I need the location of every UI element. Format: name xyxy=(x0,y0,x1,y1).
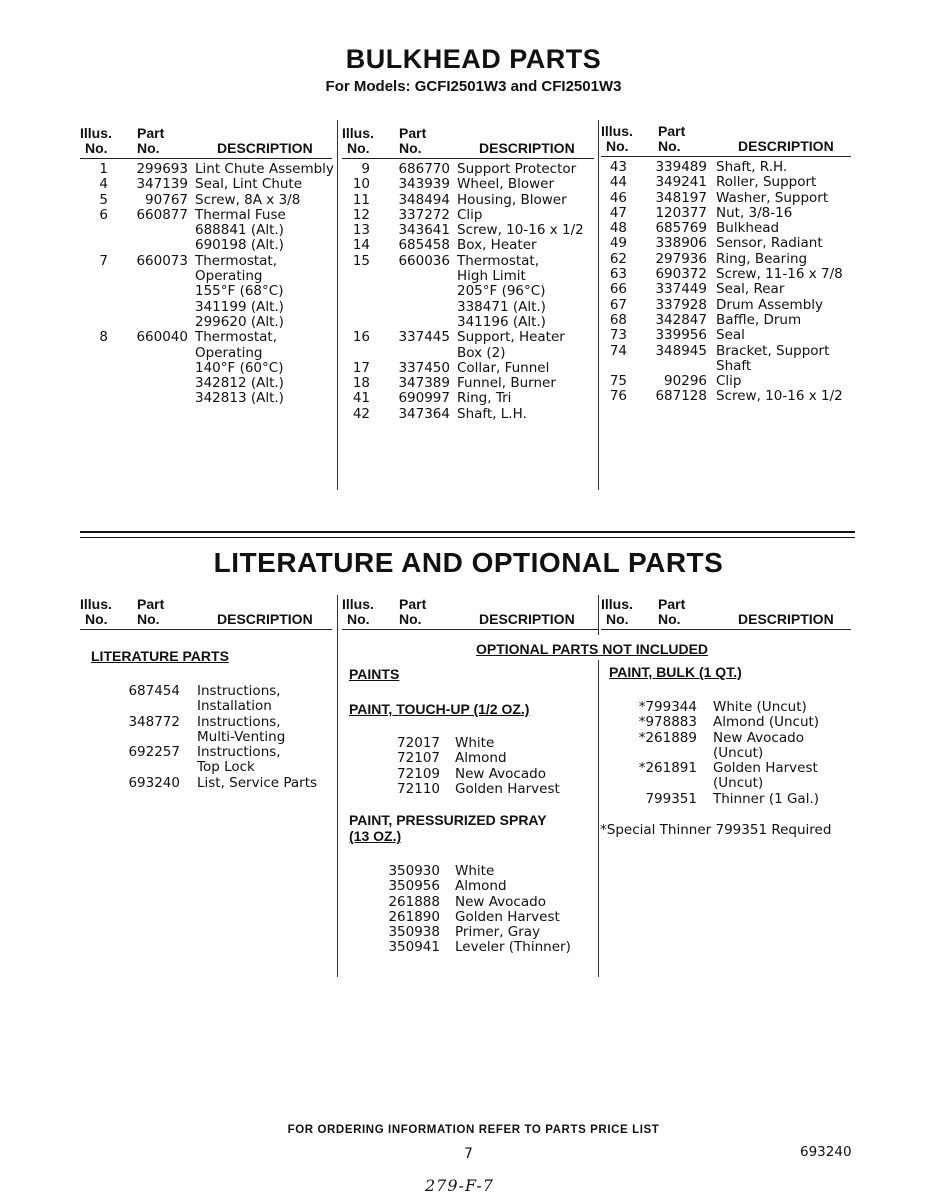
header-part: Part xyxy=(137,125,165,141)
table-row xyxy=(80,162,332,177)
header-illus-no: No. xyxy=(606,138,629,154)
part-description: White (Uncut) xyxy=(713,699,807,715)
header-illus: Illus. xyxy=(342,125,374,141)
table-row xyxy=(601,221,851,236)
list-item xyxy=(342,895,594,910)
list-item xyxy=(80,684,332,699)
list-item xyxy=(601,761,851,776)
list-item xyxy=(601,792,851,807)
header-rule xyxy=(601,156,851,157)
illus-number: 42 xyxy=(352,405,370,422)
header-part: Part xyxy=(137,596,165,612)
part-description: Housing, Blower xyxy=(457,191,567,208)
part-description: Operating xyxy=(195,344,263,361)
illus-number: 6 xyxy=(99,206,108,223)
list-item xyxy=(342,910,594,925)
header-illus: Illus. xyxy=(80,596,112,612)
table-row xyxy=(80,254,332,269)
part-number: 660073 xyxy=(136,252,188,269)
illus-number: 43 xyxy=(609,159,627,175)
part-description: Instructions, xyxy=(197,744,281,761)
part-description: 299620 (Alt.) xyxy=(195,313,284,330)
part-description: Multi-Venting xyxy=(197,728,286,745)
list-item xyxy=(342,864,594,879)
part-description: New Avocado xyxy=(455,765,546,782)
part-description: Shaft, L.H. xyxy=(457,405,527,422)
table-row xyxy=(601,389,851,404)
part-description: 140°F (60°C) xyxy=(195,359,284,376)
table-row xyxy=(80,177,332,192)
list-item xyxy=(342,782,594,797)
illus-number: 74 xyxy=(609,342,627,359)
section-title: LITERATURE AND OPTIONAL PARTS xyxy=(213,547,724,578)
table-row xyxy=(80,238,332,253)
literature-parts-heading: LITERATURE PARTS xyxy=(91,648,229,664)
part-description: Thermostat, xyxy=(195,252,278,269)
illus-number: 18 xyxy=(352,375,370,392)
part-description: Almond (Uncut) xyxy=(713,714,820,731)
part-description: Primer, Gray xyxy=(455,924,541,941)
part-description: 341199 (Alt.) xyxy=(195,298,284,315)
table-row xyxy=(342,208,594,223)
table-row xyxy=(342,300,594,315)
illus-number: 13 xyxy=(352,222,370,239)
list-item xyxy=(342,925,594,940)
part-description: 341196 (Alt.) xyxy=(457,313,546,330)
spray-heading-size: (13 OZ.) xyxy=(349,828,402,844)
part-number: 685458 xyxy=(398,237,450,254)
header-description: DESCRIPTION xyxy=(217,140,313,156)
illus-number: 10 xyxy=(352,176,370,193)
table-row xyxy=(80,284,332,299)
part-number: 337272 xyxy=(398,206,450,223)
illus-number: 8 xyxy=(99,329,108,346)
part-number: 350938 xyxy=(388,924,440,941)
list-item xyxy=(601,700,851,715)
column-divider xyxy=(598,660,599,977)
part-description: White xyxy=(455,735,495,751)
header-part-no: No. xyxy=(137,140,160,156)
part-description: Seal, Lint Chute xyxy=(195,176,303,193)
table-row xyxy=(601,282,851,297)
table-row xyxy=(80,300,332,315)
part-description: Support, Heater xyxy=(457,329,565,346)
part-description: Golden Harvest xyxy=(455,780,560,797)
header-rule xyxy=(601,629,851,630)
illus-number: 75 xyxy=(609,373,627,390)
part-number: 660036 xyxy=(398,252,450,269)
part-number: 348494 xyxy=(398,191,450,208)
part-description: Seal, Rear xyxy=(716,281,785,298)
part-number: 348197 xyxy=(655,189,707,206)
illus-number: 63 xyxy=(609,266,627,283)
table-row xyxy=(342,193,594,208)
illus-number: 16 xyxy=(352,329,370,346)
illus-number: 14 xyxy=(352,237,370,254)
part-number: 337445 xyxy=(398,329,450,346)
part-number: *978883 xyxy=(638,714,697,731)
part-number: 337450 xyxy=(398,359,450,376)
part-description: Thinner (1 Gal.) xyxy=(713,790,820,807)
table-row xyxy=(601,236,851,251)
part-description: Funnel, Burner xyxy=(457,375,556,392)
part-number: *261889 xyxy=(638,729,697,746)
illus-number: 44 xyxy=(609,174,627,191)
part-number: 350930 xyxy=(388,863,440,879)
header-description: DESCRIPTION xyxy=(738,611,834,627)
table-row xyxy=(601,344,851,359)
table-row xyxy=(342,162,594,177)
table-row xyxy=(80,223,332,238)
spray-list xyxy=(342,864,594,956)
part-description: Shaft, R.H. xyxy=(716,159,788,175)
part-description: Drum Assembly xyxy=(716,296,824,313)
part-description: Golden Harvest xyxy=(455,908,560,925)
table-row xyxy=(80,346,332,361)
part-number: *799344 xyxy=(638,699,697,715)
table-row xyxy=(601,191,851,206)
header-illus-no: No. xyxy=(606,611,629,627)
part-number: 350941 xyxy=(388,939,440,956)
header-part: Part xyxy=(399,125,427,141)
part-description: Thermostat, xyxy=(195,329,278,346)
paints-heading: PAINTS xyxy=(349,666,400,682)
part-description: Roller, Support xyxy=(716,174,817,191)
table-row xyxy=(80,361,332,376)
table-row xyxy=(601,359,851,374)
header-illus-no: No. xyxy=(85,611,108,627)
bulkhead-col2-list xyxy=(342,162,594,422)
part-description: Installation xyxy=(197,698,272,715)
table-row xyxy=(601,374,851,389)
part-number: 347139 xyxy=(136,176,188,193)
illus-number: 12 xyxy=(352,206,370,223)
table-row xyxy=(80,193,332,208)
part-description: Seal xyxy=(716,327,745,344)
part-description: Box (2) xyxy=(457,344,506,361)
table-row xyxy=(342,376,594,391)
bulkhead-col1-list xyxy=(80,162,332,407)
part-description: 338471 (Alt.) xyxy=(457,298,546,315)
table-row xyxy=(342,284,594,299)
part-number: 72017 xyxy=(397,735,440,751)
header-description: DESCRIPTION xyxy=(479,611,575,627)
part-description: List, Service Parts xyxy=(197,774,318,791)
table-row xyxy=(601,298,851,313)
part-number: 339489 xyxy=(655,159,707,175)
column-divider xyxy=(337,120,338,490)
part-number: 342847 xyxy=(655,311,707,328)
part-description: Support Protector xyxy=(457,161,577,177)
table-row xyxy=(342,254,594,269)
table-row xyxy=(342,361,594,376)
part-description: Shaft xyxy=(716,357,752,374)
part-description: Operating xyxy=(195,268,263,285)
table-row xyxy=(80,315,332,330)
touch-up-heading: PAINT, TOUCH-UP (1/2 OZ.) xyxy=(349,701,530,717)
illus-number: 73 xyxy=(609,327,627,344)
part-number: 350956 xyxy=(388,878,440,895)
thinner-note: *Special Thinner 799351 Required xyxy=(600,822,832,838)
table-row xyxy=(342,238,594,253)
header-illus-no: No. xyxy=(85,140,108,156)
table-row xyxy=(80,269,332,284)
header-description: DESCRIPTION xyxy=(217,611,313,627)
part-description: New Avocado xyxy=(455,893,546,910)
table-row xyxy=(80,376,332,391)
column-divider xyxy=(598,120,599,490)
literature-parts-list xyxy=(80,684,332,791)
illus-number: 46 xyxy=(609,189,627,206)
list-item xyxy=(342,940,594,955)
illus-number: 15 xyxy=(352,252,370,269)
table-row xyxy=(601,206,851,221)
illus-number: 76 xyxy=(609,388,627,405)
part-number: 660877 xyxy=(136,206,188,223)
part-description: Thermostat, xyxy=(457,252,540,269)
part-description: New Avocado xyxy=(713,729,804,746)
part-description: (Uncut) xyxy=(713,744,764,761)
part-number: 339956 xyxy=(655,327,707,344)
part-number: 297936 xyxy=(655,250,707,267)
part-number: 799351 xyxy=(645,790,697,807)
table-row xyxy=(342,330,594,345)
header-rule xyxy=(80,629,332,630)
part-number: 686770 xyxy=(398,161,450,177)
part-number: 90767 xyxy=(145,191,188,208)
illus-number: 47 xyxy=(609,204,627,221)
part-number: 338906 xyxy=(655,235,707,252)
list-item xyxy=(601,731,851,746)
header-illus-no: No. xyxy=(347,611,370,627)
part-number: 349241 xyxy=(655,174,707,191)
illus-number: 67 xyxy=(609,296,627,313)
part-description: Instructions, xyxy=(197,713,281,730)
list-item xyxy=(80,776,332,791)
part-description: Bulkhead xyxy=(716,220,780,237)
section-divider xyxy=(80,537,855,538)
part-description: Box, Heater xyxy=(457,237,537,254)
part-description: Screw, 10-16 x 1/2 xyxy=(716,388,843,405)
section-divider xyxy=(80,531,855,533)
bulk-heading: PAINT, BULK (1 QT.) xyxy=(609,664,742,680)
table-row xyxy=(601,252,851,267)
part-description: Wheel, Blower xyxy=(457,176,555,193)
ordering-note: FOR ORDERING INFORMATION REFER TO PARTS PRICE LIST xyxy=(287,1124,660,1136)
part-description: Thermal Fuse xyxy=(195,206,286,223)
header-part-no: No. xyxy=(658,611,681,627)
part-number: 348772 xyxy=(128,713,180,730)
spray-heading: PAINT, PRESSURIZED SPRAY xyxy=(349,812,547,828)
header-illus: Illus. xyxy=(601,123,633,139)
table-row xyxy=(601,160,851,175)
part-description: Screw, 10-16 x 1/2 xyxy=(457,222,584,239)
header-illus-no: No. xyxy=(347,140,370,156)
part-number: 348945 xyxy=(655,342,707,359)
list-item xyxy=(80,699,332,714)
part-description: 688841 (Alt.) xyxy=(195,222,284,239)
part-number: 90296 xyxy=(664,373,707,390)
part-number: 687454 xyxy=(128,683,180,699)
part-number: 347389 xyxy=(398,375,450,392)
table-row xyxy=(342,177,594,192)
header-part: Part xyxy=(658,596,686,612)
handwritten-code: 279-F-7 xyxy=(425,1176,494,1195)
part-description: Top Lock xyxy=(197,759,255,776)
table-row xyxy=(342,391,594,406)
part-description: White xyxy=(455,863,495,879)
part-description: 342812 (Alt.) xyxy=(195,375,284,392)
part-number: 337928 xyxy=(655,296,707,313)
part-number: 692257 xyxy=(128,744,180,761)
table-row xyxy=(601,313,851,328)
bulk-list xyxy=(601,700,851,807)
part-number: 660040 xyxy=(136,329,188,346)
part-number: 685769 xyxy=(655,220,707,237)
part-number: 261890 xyxy=(388,908,440,925)
part-description: Baffle, Drum xyxy=(716,311,802,328)
part-description: Nut, 3/8-16 xyxy=(716,204,793,221)
part-number: 261888 xyxy=(388,893,440,910)
part-description: Lint Chute Assembly xyxy=(195,161,334,177)
part-description: Almond xyxy=(455,878,507,895)
part-number: 693240 xyxy=(128,774,180,791)
part-description: (Uncut) xyxy=(713,775,764,792)
header-part-no: No. xyxy=(399,140,422,156)
part-description: Washer, Support xyxy=(716,189,829,206)
part-description: Clip xyxy=(457,206,483,223)
page-number: 7 xyxy=(464,1146,473,1162)
table-row xyxy=(342,269,594,284)
illus-number: 66 xyxy=(609,281,627,298)
header-part-no: No. xyxy=(137,611,160,627)
header-illus: Illus. xyxy=(601,596,633,612)
document-number: 693240 xyxy=(800,1144,852,1160)
header-part: Part xyxy=(399,596,427,612)
list-item xyxy=(80,760,332,775)
list-item xyxy=(80,730,332,745)
illus-number: 62 xyxy=(609,250,627,267)
table-row xyxy=(342,315,594,330)
part-description: 342813 (Alt.) xyxy=(195,390,284,407)
list-item xyxy=(342,767,594,782)
header-rule xyxy=(342,629,598,630)
part-description: High Limit xyxy=(457,268,526,285)
table-row xyxy=(601,175,851,190)
touch-up-list xyxy=(342,736,594,797)
part-number: 72109 xyxy=(397,765,440,782)
column-divider xyxy=(598,595,599,635)
part-number: 347364 xyxy=(398,405,450,422)
illus-number: 7 xyxy=(99,252,108,269)
illus-number: 68 xyxy=(609,311,627,328)
part-number: 72107 xyxy=(397,750,440,767)
part-description: Sensor, Radiant xyxy=(716,235,823,252)
illus-number: 4 xyxy=(99,176,108,193)
part-description: Ring, Bearing xyxy=(716,250,808,267)
part-number: 343641 xyxy=(398,222,450,239)
part-description: Instructions, xyxy=(197,683,281,699)
part-number: 120377 xyxy=(655,204,707,221)
part-description: Golden Harvest xyxy=(713,760,818,777)
models-subtitle: For Models: GCFI2501W3 and CFI2501W3 xyxy=(325,78,622,95)
table-row xyxy=(601,267,851,282)
part-description: Screw, 8A x 3/8 xyxy=(195,191,301,208)
table-row xyxy=(80,330,332,345)
list-item xyxy=(80,715,332,730)
part-description: Collar, Funnel xyxy=(457,359,550,376)
illus-number: 17 xyxy=(352,359,370,376)
illus-number: 48 xyxy=(609,220,627,237)
table-row xyxy=(342,346,594,361)
illus-number: 49 xyxy=(609,235,627,252)
part-number: 690372 xyxy=(655,266,707,283)
part-description: Ring, Tri xyxy=(457,390,512,407)
column-divider xyxy=(337,595,338,977)
bulkhead-col3-list xyxy=(601,160,851,405)
header-rule xyxy=(80,158,332,159)
part-description: Leveler (Thinner) xyxy=(455,939,571,956)
list-item xyxy=(342,879,594,894)
list-item xyxy=(80,745,332,760)
header-part-no: No. xyxy=(658,138,681,154)
illus-number: 5 xyxy=(99,191,108,208)
table-row xyxy=(601,328,851,343)
part-number: 337449 xyxy=(655,281,707,298)
header-part: Part xyxy=(658,123,686,139)
header-rule xyxy=(342,158,594,159)
part-number: 690997 xyxy=(398,390,450,407)
table-row xyxy=(80,208,332,223)
list-item xyxy=(601,776,851,791)
illus-number: 1 xyxy=(99,161,108,177)
part-number: *261891 xyxy=(638,760,697,777)
list-item xyxy=(601,746,851,761)
list-item xyxy=(601,715,851,730)
part-description: Screw, 11-16 x 7/8 xyxy=(716,266,843,283)
part-description: Clip xyxy=(716,373,742,390)
part-number: 687128 xyxy=(655,388,707,405)
header-illus: Illus. xyxy=(342,596,374,612)
table-row xyxy=(342,407,594,422)
part-description: 690198 (Alt.) xyxy=(195,237,284,254)
part-number: 343939 xyxy=(398,176,450,193)
header-illus: Illus. xyxy=(80,125,112,141)
part-number: 72110 xyxy=(397,780,440,797)
page-title: BULKHEAD PARTS xyxy=(345,44,602,74)
list-item xyxy=(342,751,594,766)
list-item xyxy=(342,736,594,751)
part-description: Almond xyxy=(455,750,507,767)
header-part-no: No. xyxy=(399,611,422,627)
header-description: DESCRIPTION xyxy=(479,140,575,156)
part-description: Bracket, Support xyxy=(716,342,830,359)
illus-number: 9 xyxy=(361,161,370,177)
illus-number: 41 xyxy=(352,390,370,407)
optional-parts-heading: OPTIONAL PARTS NOT INCLUDED xyxy=(476,641,709,657)
header-description: DESCRIPTION xyxy=(738,138,834,154)
table-row xyxy=(80,391,332,406)
illus-number: 11 xyxy=(352,191,370,208)
part-description: 205°F (96°C) xyxy=(457,283,546,300)
table-row xyxy=(342,223,594,238)
part-number: 299693 xyxy=(136,161,188,177)
part-description: 155°F (68°C) xyxy=(195,283,284,300)
